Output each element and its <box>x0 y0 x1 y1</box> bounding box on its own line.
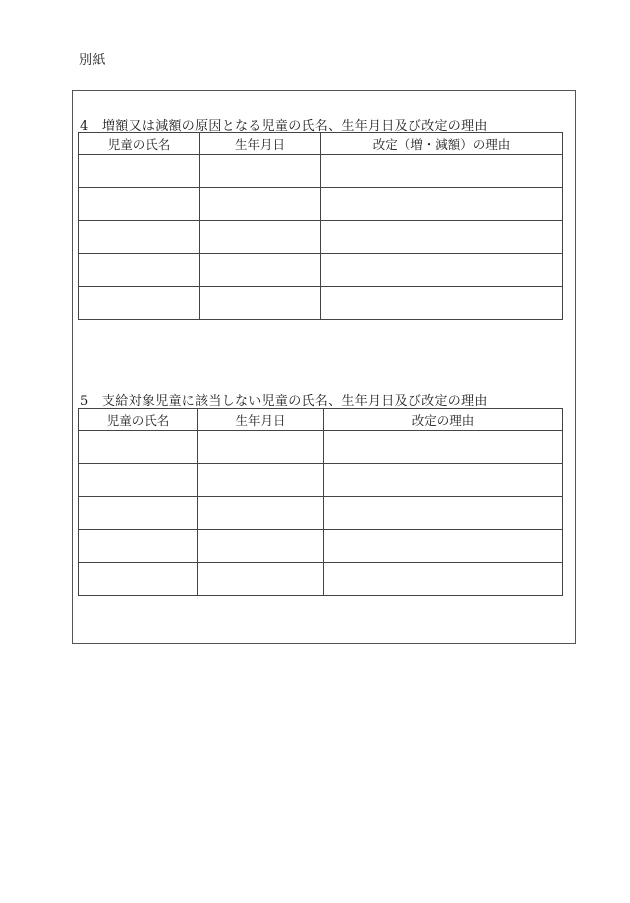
child-name-cell[interactable] <box>79 287 200 320</box>
table-row <box>79 563 563 596</box>
birth-date-cell[interactable] <box>198 530 324 563</box>
column-header-birth-date: 生年月日 <box>200 133 321 155</box>
revision-reason-cell[interactable] <box>321 221 563 254</box>
revision-reason-cell[interactable] <box>324 563 563 596</box>
table-header-row <box>79 409 563 431</box>
child-name-cell[interactable] <box>79 563 198 596</box>
revision-reason-cell[interactable] <box>324 464 563 497</box>
revision-reason-cell[interactable] <box>321 188 563 221</box>
table-row <box>79 497 563 530</box>
birth-date-cell[interactable] <box>200 155 321 188</box>
birth-date-cell[interactable] <box>200 287 321 320</box>
section-4-number: 4 <box>80 119 89 134</box>
revision-reason-cell[interactable] <box>324 431 563 464</box>
table-header-row <box>79 133 563 155</box>
section-5-table <box>78 408 563 596</box>
revision-reason-cell[interactable] <box>324 497 563 530</box>
table-row <box>79 254 563 287</box>
table-row <box>79 188 563 221</box>
table-row <box>79 464 563 497</box>
revision-reason-cell[interactable] <box>321 155 563 188</box>
birth-date-cell[interactable] <box>200 188 321 221</box>
table-row <box>79 287 563 320</box>
section-4-table <box>78 132 563 320</box>
child-name-cell[interactable] <box>79 464 198 497</box>
birth-date-cell[interactable] <box>200 254 321 287</box>
section-5-heading <box>80 390 488 409</box>
child-name-cell[interactable] <box>79 254 200 287</box>
child-name-cell[interactable] <box>79 188 200 221</box>
section-5-number: 5 <box>80 394 89 409</box>
column-header-birth-date: 生年月日 <box>198 409 324 431</box>
birth-date-cell[interactable] <box>198 497 324 530</box>
revision-reason-cell[interactable] <box>321 254 563 287</box>
section-5-title: 支給対象児童に該当しない児童の氏名、生年月日及び改定の理由 <box>102 394 488 409</box>
birth-date-cell[interactable] <box>198 563 324 596</box>
child-name-cell[interactable] <box>79 530 198 563</box>
table-row <box>79 431 563 464</box>
table-row <box>79 155 563 188</box>
child-name-cell[interactable] <box>79 431 198 464</box>
child-name-cell[interactable] <box>79 221 200 254</box>
child-name-cell[interactable] <box>79 155 200 188</box>
section-4-title: 増額又は減額の原因となる児童の氏名、生年月日及び改定の理由 <box>102 119 488 134</box>
child-name-cell[interactable] <box>79 497 198 530</box>
revision-reason-cell[interactable] <box>324 530 563 563</box>
birth-date-cell[interactable] <box>198 464 324 497</box>
column-header-revision-reason: 改定の理由 <box>324 409 563 431</box>
revision-reason-cell[interactable] <box>321 287 563 320</box>
column-header-child-name: 児童の氏名 <box>79 133 200 155</box>
table-row <box>79 221 563 254</box>
attachment-label: 別紙 <box>79 53 107 68</box>
birth-date-cell[interactable] <box>200 221 321 254</box>
birth-date-cell[interactable] <box>198 431 324 464</box>
table-row <box>79 530 563 563</box>
column-header-revision-reason: 改定（増・減額）の理由 <box>321 133 563 155</box>
column-header-child-name: 児童の氏名 <box>79 409 198 431</box>
